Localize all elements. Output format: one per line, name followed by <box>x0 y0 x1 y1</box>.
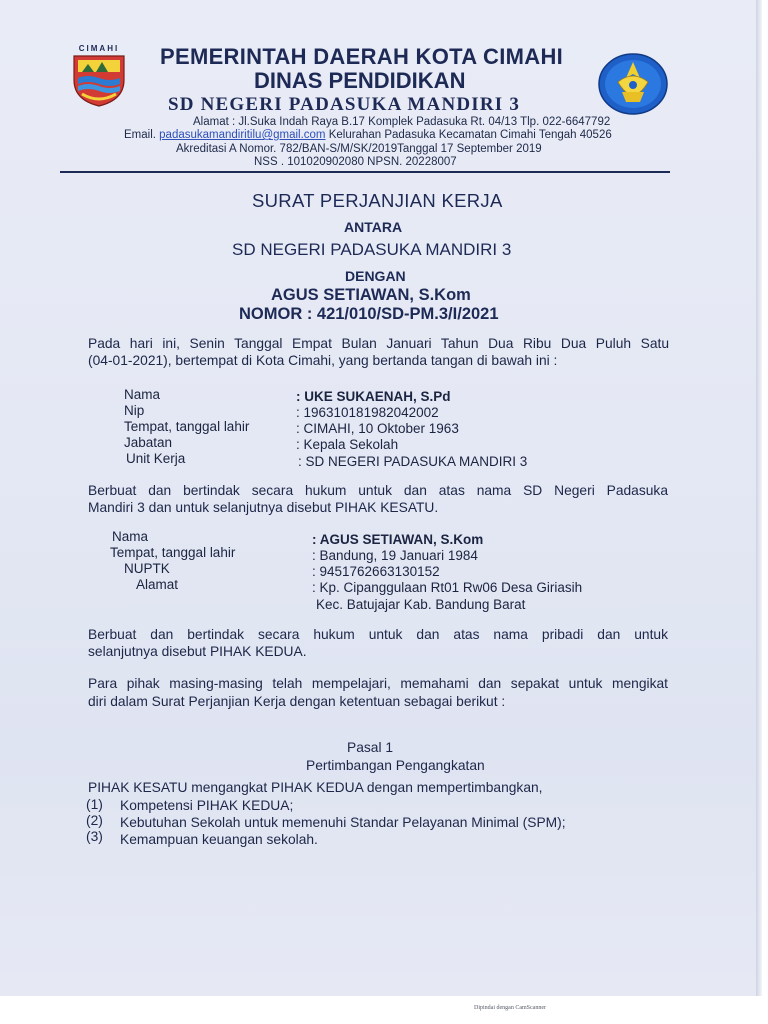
tut-wuri-handayani-emblem-icon <box>596 52 670 116</box>
document-title: SURAT PERJANJIAN KERJA <box>252 190 503 211</box>
party-two-label: NUPTK <box>124 561 170 576</box>
party-one-value: : SD NEGERI PADASUKA MANDIRI 3 <box>298 454 528 469</box>
document-number: NOMOR : 421/010/SD-PM.3/I/2021 <box>239 305 499 323</box>
opening-line-2: (04-01-2021), bertempat di Kota Cimahi, yang bertanda tangan di bawah ini : <box>88 353 558 368</box>
party-two-value: : Kp. Cipanggulaan Rt01 Rw06 Desa Giriasih <box>312 580 583 595</box>
party-one-label: Nip <box>124 403 145 418</box>
accreditation-line: Akreditasi A Nomor. 782/BAN-S/M/SK/2019Tanggal 17 September 2019 <box>176 143 542 155</box>
party-one-statement-1: Berbuat dan bertindak secara hukum untuk dan atas nama SD Negeri Padasuka <box>88 483 668 498</box>
title-dengan: DENGAN <box>345 268 406 284</box>
email-label: Email. <box>124 129 156 141</box>
party-two-label: Alamat <box>136 577 179 592</box>
party-one-label: Tempat, tanggal lahir <box>124 419 250 434</box>
party-one-label: Nama <box>124 387 161 402</box>
logo-left-label: CIMAHI <box>78 44 120 53</box>
party-one-value: : CIMAHI, 10 Oktober 1963 <box>296 421 459 436</box>
article-intro: PIHAK KESATU mengangkat PIHAK KEDUA dengan mempertimbangkan, <box>88 780 543 795</box>
school-name: SD NEGERI PADASUKA MANDIRI 3 <box>168 94 521 115</box>
letterhead-divider <box>60 171 670 173</box>
list-item: Kemampuan keuangan sekolah. <box>120 832 318 847</box>
list-item: Kebutuhan Sekolah untuk memenuhi Standar Pelayanan Minimal (SPM); <box>120 815 566 830</box>
list-item-number: (2) <box>86 813 103 828</box>
party-two-value: Kec. Batujajar Kab. Bandung Barat <box>316 597 526 612</box>
address-line: Alamat : Jl.Suka Indah Raya B.17 Komplek Padasuka Rt. 04/13 Tlp. 022-6647792 <box>193 116 611 128</box>
list-item: Kompetensi PIHAK KEDUA; <box>120 798 294 813</box>
party-one-value: : Kepala Sekolah <box>296 437 399 452</box>
party-two-label: Tempat, tanggal lahir <box>110 545 236 560</box>
email-link[interactable]: padasukamandiritilu@gmail.com <box>159 129 326 141</box>
nss-line: NSS . 101020902080 NPSN. 20228007 <box>254 156 457 168</box>
list-item-number: (3) <box>86 829 103 844</box>
government-name: PEMERINTAH DAERAH KOTA CIMAHI <box>160 44 564 69</box>
party-one-value: : UKE SUKAENAH, S.Pd <box>296 389 451 404</box>
title-antara: ANTARA <box>344 219 403 235</box>
party-two-statement-2: selanjutnya disebut PIHAK KEDUA. <box>88 644 307 659</box>
article-number: Pasal 1 <box>347 740 394 755</box>
scanner-watermark: Dipindai dengan CamScanner <box>474 1005 546 1011</box>
party-one-label: Jabatan <box>124 435 173 450</box>
opening-line-1: Pada hari ini, Senin Tanggal Empat Bulan Januari Tahun Dua Ribu Dua Puluh Satu <box>88 336 669 351</box>
party-two-label: Nama <box>112 529 149 544</box>
party-one-value: : 196310181982042002 <box>296 405 439 420</box>
party-two-value: : Bandung, 19 Januari 1984 <box>312 548 478 563</box>
title-school: SD NEGERI PADASUKA MANDIRI 3 <box>232 240 512 259</box>
party-two-value: : 9451762663130152 <box>312 564 440 579</box>
party-one-statement-2: Mandiri 3 dan untuk selanjutnya disebut PIHAK KESATU. <box>88 500 439 515</box>
agreement-line-2: diri dalam Surat Perjanjian Kerja dengan ketentuan sebagai berikut : <box>88 694 506 709</box>
party-one-label: Unit Kerja <box>126 451 186 466</box>
email-suffix: Kelurahan Padasuka Kecamatan Cimahi Tengah 40526 <box>328 129 612 141</box>
party-two-value: : AGUS SETIAWAN, S.Kom <box>312 532 484 547</box>
agreement-line-1: Para pihak masing-masing telah mempelajari, memahami dan sepakat untuk mengikat <box>88 676 668 691</box>
title-employee-name: AGUS SETIAWAN, S.Kom <box>271 286 471 304</box>
party-two-statement-1: Berbuat dan bertindak secara hukum untuk dan atas nama pribadi dan untuk <box>88 627 668 642</box>
cimahi-city-seal-icon <box>64 42 134 108</box>
list-item-number: (1) <box>86 797 103 812</box>
article-title: Pertimbangan Pengangkatan <box>306 758 485 773</box>
department-name: DINAS PENDIDIKAN <box>254 68 466 93</box>
email-line <box>124 129 612 141</box>
